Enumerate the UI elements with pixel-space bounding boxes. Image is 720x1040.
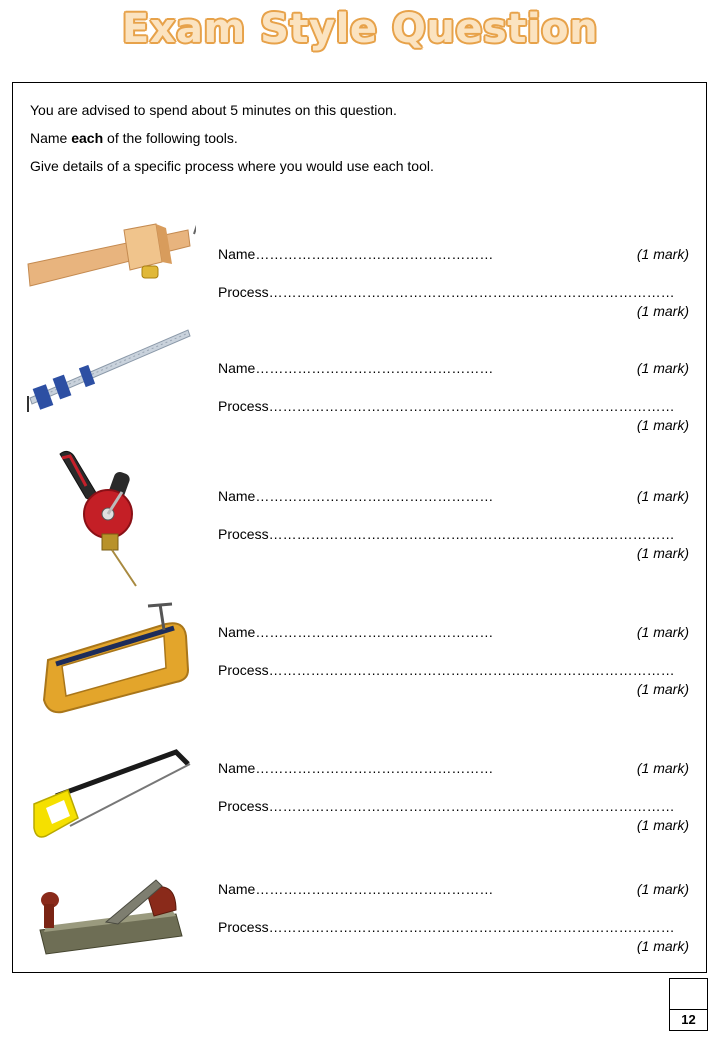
tool-6-process-mark: (1 mark) xyxy=(636,938,689,954)
tool-3-name-line[interactable]: Name…………………………………………… xyxy=(218,488,494,504)
tool-6-process-line[interactable]: Process…………………………………………………………………………… xyxy=(218,919,675,935)
tool-5-process-line[interactable]: Process…………………………………………………………………………… xyxy=(218,798,675,814)
tool-6-name-mark: (1 mark) xyxy=(636,881,689,897)
tool-3-process-mark: (1 mark) xyxy=(636,545,689,561)
tool-2-process-line[interactable]: Process…………………………………………………………………………… xyxy=(218,398,675,414)
tool-1-name-line[interactable]: Name…………………………………………… xyxy=(218,246,494,262)
instruction-name-bold: each xyxy=(71,130,104,146)
sash-clamp-icon xyxy=(26,326,196,416)
instruction-time: You are advised to spend about 5 minutes on this question. xyxy=(30,102,397,118)
tool-2-name-mark: (1 mark) xyxy=(636,360,689,376)
instruction-name-post: of the following tools. xyxy=(103,130,238,146)
tool-2-name-line[interactable]: Name…………………………………………… xyxy=(218,360,494,376)
tool-5-process-mark: (1 mark) xyxy=(636,817,689,833)
tool-1-process-mark: (1 mark) xyxy=(636,303,689,319)
instruction-name-pre: Name xyxy=(30,130,72,146)
page-number-box xyxy=(669,978,708,1031)
g-clamp-icon xyxy=(26,600,196,718)
smoothing-plane-icon xyxy=(26,870,196,958)
page-title: Exam Style Question xyxy=(121,6,599,52)
tool-3-process-line[interactable]: Process…………………………………………………………………………… xyxy=(218,526,675,542)
hacksaw-icon xyxy=(26,742,196,846)
tool-4-name-mark: (1 mark) xyxy=(636,624,689,640)
instruction-process: Give details of a specific process where you would use each tool. xyxy=(30,158,434,174)
page-number: 12 xyxy=(669,1009,708,1031)
tool-4-process-line[interactable]: Process…………………………………………………………………………… xyxy=(218,662,675,678)
tool-6-name-line[interactable]: Name…………………………………………… xyxy=(218,881,494,897)
tool-1-process-line[interactable]: Process…………………………………………………………………………… xyxy=(218,284,675,300)
tool-2-process-mark: (1 mark) xyxy=(636,417,689,433)
tool-5-name-line[interactable]: Name…………………………………………… xyxy=(218,760,494,776)
tool-5-name-mark: (1 mark) xyxy=(636,760,689,776)
tool-1-name-mark: (1 mark) xyxy=(636,246,689,262)
marking-gauge-icon xyxy=(26,212,196,292)
hand-drill-icon xyxy=(26,446,196,590)
tool-4-name-line[interactable]: Name…………………………………………… xyxy=(218,624,494,640)
tool-4-process-mark: (1 mark) xyxy=(636,681,689,697)
tool-3-name-mark: (1 mark) xyxy=(636,488,689,504)
instruction-name xyxy=(30,130,238,146)
